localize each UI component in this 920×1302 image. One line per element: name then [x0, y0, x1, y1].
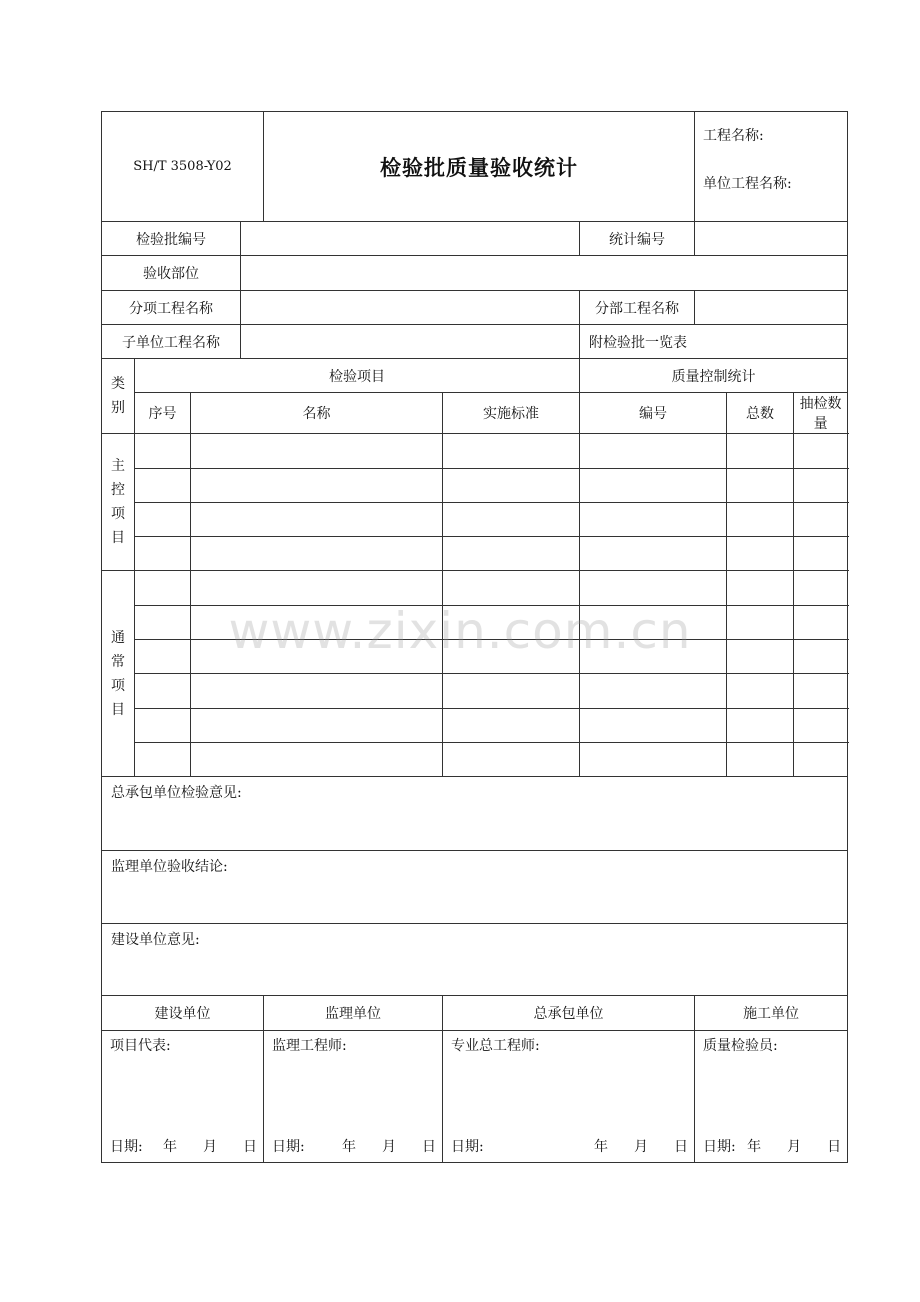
- table-cell[interactable]: [727, 743, 794, 777]
- sub-unit-label: 子单位工程名称: [102, 325, 241, 359]
- main-items-label: 主 控 项 目: [102, 434, 135, 571]
- table-cell[interactable]: [580, 434, 727, 469]
- form-table: [101, 111, 848, 1163]
- project-info: [695, 112, 848, 222]
- table-cell[interactable]: [135, 469, 191, 503]
- table-cell[interactable]: [794, 537, 848, 571]
- signature-owner[interactable]: [102, 1031, 264, 1163]
- table-cell[interactable]: [135, 503, 191, 537]
- general-items-label: 通 常 项 目: [102, 571, 135, 777]
- date-line: 日期: 年 月 日: [451, 1139, 689, 1155]
- quality-stats-header: 质量控制统计: [580, 359, 848, 393]
- table-cell[interactable]: [191, 503, 443, 537]
- table-cell[interactable]: [443, 469, 580, 503]
- signature-supervision[interactable]: [264, 1031, 443, 1163]
- category-header: 类 别: [102, 359, 135, 434]
- signature-general-contractor[interactable]: [443, 1031, 695, 1163]
- role-label: 项目代表:: [110, 1038, 171, 1054]
- attached-list-label: 附检验批一览表: [580, 325, 848, 359]
- table-cell[interactable]: [794, 674, 848, 709]
- table-cell[interactable]: [580, 640, 727, 674]
- table-cell[interactable]: [191, 640, 443, 674]
- table-cell[interactable]: [794, 743, 848, 777]
- table-cell[interactable]: [135, 640, 191, 674]
- table-cell[interactable]: [727, 606, 794, 640]
- date-line: 日期: 年 月 日: [703, 1139, 842, 1155]
- table-cell[interactable]: [794, 606, 848, 640]
- owner-opinion-label: 建设单位意见:: [111, 932, 200, 948]
- supervision-conclusion-label: 监理单位验收结论:: [111, 859, 228, 875]
- table-cell[interactable]: [580, 674, 727, 709]
- supervision-conclusion[interactable]: [102, 851, 848, 924]
- sub-item-label: 分项工程名称: [102, 291, 241, 325]
- col-total: 总数: [727, 393, 794, 434]
- table-cell[interactable]: [135, 743, 191, 777]
- stat-no-label: 统计编号: [580, 222, 695, 256]
- date-line: 日期: 年 月 日: [272, 1139, 437, 1155]
- stat-no-field[interactable]: [695, 222, 848, 256]
- unit-construction: 施工单位: [695, 996, 848, 1031]
- accept-part-label: 验收部位: [102, 256, 241, 291]
- sub-item-field[interactable]: [241, 291, 580, 325]
- owner-opinion[interactable]: [102, 924, 848, 996]
- sub-unit-field[interactable]: [241, 325, 580, 359]
- sub-part-field[interactable]: [695, 291, 848, 325]
- table-cell[interactable]: [580, 537, 727, 571]
- table-cell[interactable]: [135, 571, 191, 606]
- table-cell[interactable]: [191, 571, 443, 606]
- table-cell[interactable]: [135, 434, 191, 469]
- role-label: 质量检验员:: [703, 1038, 778, 1054]
- table-cell[interactable]: [794, 469, 848, 503]
- table-cell[interactable]: [191, 674, 443, 709]
- table-cell[interactable]: [191, 606, 443, 640]
- table-cell[interactable]: [580, 606, 727, 640]
- unit-owner: 建设单位: [102, 996, 264, 1031]
- col-number: 编号: [580, 393, 727, 434]
- table-cell[interactable]: [580, 469, 727, 503]
- batch-no-label: 检验批编号: [102, 222, 241, 256]
- table-cell[interactable]: [191, 469, 443, 503]
- inspection-items-header: 检验项目: [135, 359, 580, 393]
- table-cell[interactable]: [727, 640, 794, 674]
- general-contractor-opinion-label: 总承包单位检验意见:: [111, 785, 242, 801]
- signature-construction[interactable]: [695, 1031, 848, 1163]
- table-cell[interactable]: [443, 640, 580, 674]
- role-label: 监理工程师:: [272, 1038, 347, 1054]
- table-cell[interactable]: [443, 571, 580, 606]
- unit-project-label: 单位工程名称:: [703, 176, 792, 192]
- table-cell[interactable]: [443, 709, 580, 743]
- acceptance-form: [101, 111, 847, 1163]
- unit-supervision: 监理单位: [264, 996, 443, 1031]
- table-cell[interactable]: [191, 743, 443, 777]
- standard-code: SH/T 3508-Y02: [102, 112, 264, 222]
- unit-general-contractor: 总承包单位: [443, 996, 695, 1031]
- role-label: 专业总工程师:: [451, 1038, 540, 1054]
- table-cell[interactable]: [580, 571, 727, 606]
- table-cell[interactable]: [794, 434, 848, 469]
- table-cell[interactable]: [135, 674, 191, 709]
- batch-no-field[interactable]: [241, 222, 580, 256]
- table-cell[interactable]: [135, 606, 191, 640]
- sub-part-label: 分部工程名称: [580, 291, 695, 325]
- col-name: 名称: [191, 393, 443, 434]
- table-cell[interactable]: [443, 743, 580, 777]
- table-cell[interactable]: [191, 537, 443, 571]
- table-cell[interactable]: [443, 606, 580, 640]
- table-cell[interactable]: [443, 503, 580, 537]
- table-cell[interactable]: [727, 434, 794, 469]
- table-cell[interactable]: [191, 709, 443, 743]
- table-cell[interactable]: [443, 537, 580, 571]
- table-cell[interactable]: [135, 537, 191, 571]
- table-cell[interactable]: [580, 503, 727, 537]
- general-contractor-opinion[interactable]: [102, 777, 848, 851]
- table-cell[interactable]: [727, 469, 794, 503]
- table-cell[interactable]: [580, 743, 727, 777]
- table-cell[interactable]: [580, 709, 727, 743]
- table-cell[interactable]: [443, 674, 580, 709]
- col-seq: 序号: [135, 393, 191, 434]
- project-name-label: 工程名称:: [703, 128, 764, 144]
- date-line: 日期: 年 月 日: [110, 1139, 258, 1155]
- form-title: 检验批质量验收统计: [264, 112, 695, 222]
- table-cell[interactable]: [727, 709, 794, 743]
- table-cell[interactable]: [727, 537, 794, 571]
- col-standard: 实施标准: [443, 393, 580, 434]
- table-cell[interactable]: [794, 640, 848, 674]
- table-cell[interactable]: [727, 503, 794, 537]
- table-cell[interactable]: [727, 571, 794, 606]
- table-cell[interactable]: [727, 674, 794, 709]
- table-cell[interactable]: [794, 709, 848, 743]
- table-cell[interactable]: [794, 503, 848, 537]
- accept-part-field[interactable]: [241, 256, 848, 291]
- table-cell[interactable]: [135, 709, 191, 743]
- table-cell[interactable]: [794, 571, 848, 606]
- col-sample-qty: 抽检数量: [794, 393, 848, 434]
- table-cell[interactable]: [191, 434, 443, 469]
- watermark: www.zixin.com.cn: [228, 602, 692, 660]
- table-cell[interactable]: [443, 434, 580, 469]
